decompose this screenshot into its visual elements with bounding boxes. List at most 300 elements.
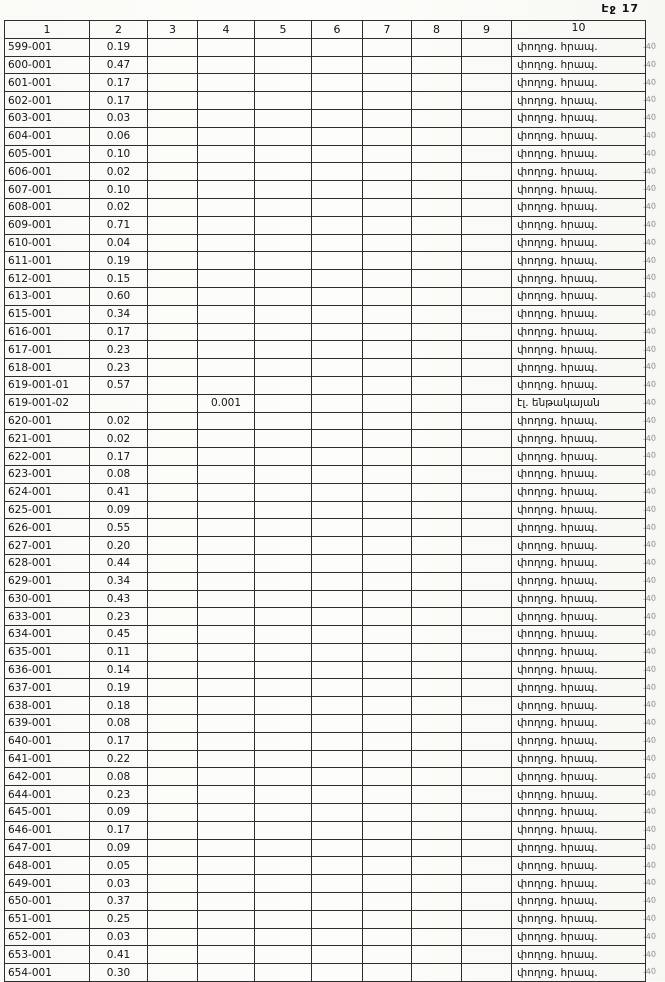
- table-row: [5, 750, 646, 768]
- cell-col3: [148, 234, 198, 252]
- cell-col6: [312, 732, 363, 750]
- cell-col10: փողոց. հրապ.: [512, 234, 646, 252]
- cell-col10: փողոց. հրապ.: [512, 697, 646, 715]
- cell-col10: փողոց. հրապ.: [512, 821, 646, 839]
- table-row: [5, 768, 646, 786]
- cell-col4: [198, 768, 255, 786]
- cell-col1: 619-001-01: [5, 376, 90, 394]
- cell-col7: [363, 359, 412, 377]
- cell-col1: 629-001: [5, 572, 90, 590]
- cell-col2: 0.37: [90, 893, 148, 911]
- cell-col6: [312, 643, 363, 661]
- cell-col1: 654-001: [5, 964, 90, 982]
- cell-col3: [148, 750, 198, 768]
- cell-col4: [198, 109, 255, 127]
- cell-col10: փողոց. հրապ.: [512, 216, 646, 234]
- cell-col10: փողոց. հրապ.: [512, 181, 646, 199]
- cell-col4: [198, 216, 255, 234]
- cell-col4: [198, 964, 255, 982]
- cell-col3: [148, 127, 198, 145]
- cell-col8: [412, 216, 462, 234]
- cell-col5: [255, 750, 312, 768]
- cell-col6: [312, 56, 363, 74]
- cell-col4: [198, 590, 255, 608]
- cell-col10: փողոց. հրապ.: [512, 946, 646, 964]
- cell-col5: [255, 572, 312, 590]
- cell-col1: 604-001: [5, 127, 90, 145]
- cell-col10: փողոց. հրապ.: [512, 768, 646, 786]
- cell-col7: [363, 750, 412, 768]
- cell-col8: [412, 679, 462, 697]
- cell-col2: 0.20: [90, 537, 148, 555]
- cell-col3: [148, 287, 198, 305]
- margin-mark: -40: [642, 166, 657, 177]
- cell-col1: 640-001: [5, 732, 90, 750]
- cell-col4: 0.001: [198, 394, 255, 412]
- cell-col10: փողոց. հրապ.: [512, 626, 646, 644]
- cell-col2: 0.10: [90, 181, 148, 199]
- cell-col5: [255, 74, 312, 92]
- cell-col8: [412, 109, 462, 127]
- cell-col9: [462, 394, 512, 412]
- cell-col6: [312, 448, 363, 466]
- margin-mark: -40: [642, 326, 657, 337]
- cell-col8: [412, 56, 462, 74]
- cell-col6: [312, 287, 363, 305]
- cell-col6: [312, 323, 363, 341]
- cell-col5: [255, 537, 312, 555]
- margin-mark: -40: [642, 450, 657, 461]
- cell-col10: փողոց. հրապ.: [512, 875, 646, 893]
- cell-col9: [462, 590, 512, 608]
- cell-col7: [363, 626, 412, 644]
- cell-col2: 0.09: [90, 839, 148, 857]
- table-row: [5, 38, 646, 56]
- cell-col8: [412, 786, 462, 804]
- cell-col2: 0.02: [90, 412, 148, 430]
- document-table: [4, 20, 646, 982]
- cell-col7: [363, 679, 412, 697]
- cell-col8: [412, 323, 462, 341]
- table-row: [5, 732, 646, 750]
- cell-col1: 609-001: [5, 216, 90, 234]
- cell-col6: [312, 519, 363, 537]
- cell-col5: [255, 287, 312, 305]
- cell-col4: [198, 341, 255, 359]
- cell-col8: [412, 554, 462, 572]
- cell-col1: 599-001: [5, 38, 90, 56]
- cell-col8: [412, 430, 462, 448]
- cell-col2: 0.22: [90, 750, 148, 768]
- cell-col3: [148, 198, 198, 216]
- cell-col1: 611-001: [5, 252, 90, 270]
- cell-col6: [312, 181, 363, 199]
- cell-col2: 0.17: [90, 448, 148, 466]
- cell-col5: [255, 804, 312, 822]
- cell-col4: [198, 270, 255, 288]
- cell-col3: [148, 910, 198, 928]
- cell-col10: փողոց. հրապ.: [512, 412, 646, 430]
- cell-col7: [363, 341, 412, 359]
- cell-col9: [462, 768, 512, 786]
- cell-col3: [148, 519, 198, 537]
- table-row: [5, 483, 646, 501]
- cell-col2: 0.23: [90, 608, 148, 626]
- table-row: [5, 341, 646, 359]
- margin-mark: -40: [642, 344, 657, 354]
- cell-col2: 0.03: [90, 109, 148, 127]
- table-row: [5, 252, 646, 270]
- margin-mark: -40: [642, 860, 657, 871]
- cell-col10: փողոց. հրապ.: [512, 359, 646, 377]
- cell-col9: [462, 92, 512, 110]
- page-number-label: Էջ 17: [601, 2, 639, 15]
- cell-col8: [412, 715, 462, 733]
- cell-col7: [363, 732, 412, 750]
- cell-col1: 613-001: [5, 287, 90, 305]
- cell-col1: 646-001: [5, 821, 90, 839]
- table-row: [5, 198, 646, 216]
- cell-col4: [198, 857, 255, 875]
- cell-col3: [148, 946, 198, 964]
- cell-col7: [363, 910, 412, 928]
- cell-col3: [148, 430, 198, 448]
- cell-col3: [148, 964, 198, 982]
- cell-col3: [148, 626, 198, 644]
- table-row: [5, 234, 646, 252]
- cell-col6: [312, 661, 363, 679]
- cell-col4: [198, 287, 255, 305]
- cell-col8: [412, 857, 462, 875]
- cell-col6: [312, 964, 363, 982]
- cell-col8: [412, 252, 462, 270]
- cell-col7: [363, 448, 412, 466]
- cell-col1: 634-001: [5, 626, 90, 644]
- cell-col5: [255, 857, 312, 875]
- cell-col6: [312, 270, 363, 288]
- cell-col4: [198, 501, 255, 519]
- table-row: [5, 501, 646, 519]
- margin-mark: -40: [642, 806, 657, 817]
- table-row: [5, 697, 646, 715]
- cell-col1: 625-001: [5, 501, 90, 519]
- cell-col10: փողոց. հրապ.: [512, 857, 646, 875]
- cell-col2: 0.19: [90, 252, 148, 270]
- table-row: [5, 893, 646, 911]
- cell-col8: [412, 163, 462, 181]
- cell-col5: [255, 394, 312, 412]
- margin-mark: -40: [642, 468, 657, 479]
- cell-col10: փողոց. հրապ.: [512, 519, 646, 537]
- cell-col10: փողոց. հրապ.: [512, 679, 646, 697]
- cell-col10: փողոց. հրապ.: [512, 270, 646, 288]
- cell-col9: [462, 163, 512, 181]
- cell-col9: [462, 554, 512, 572]
- cell-col5: [255, 786, 312, 804]
- table-row: [5, 875, 646, 893]
- cell-col5: [255, 821, 312, 839]
- table-row: [5, 465, 646, 483]
- margin-mark: -40: [642, 789, 657, 799]
- table-row: [5, 92, 646, 110]
- table-row: [5, 643, 646, 661]
- table-row: [5, 287, 646, 305]
- cell-col2: 0.08: [90, 465, 148, 483]
- cell-col4: [198, 554, 255, 572]
- cell-col2: 0.19: [90, 679, 148, 697]
- cell-col6: [312, 786, 363, 804]
- table-row: [5, 145, 646, 163]
- cell-col4: [198, 893, 255, 911]
- cell-col7: [363, 572, 412, 590]
- cell-col1: 608-001: [5, 198, 90, 216]
- margin-mark: -40: [642, 735, 657, 746]
- table-row: [5, 857, 646, 875]
- cell-col9: [462, 181, 512, 199]
- margin-mark: -40: [642, 361, 657, 372]
- cell-col7: [363, 715, 412, 733]
- cell-col3: [148, 305, 198, 323]
- cell-col1: 618-001: [5, 359, 90, 377]
- cell-col2: 0.57: [90, 376, 148, 394]
- cell-col9: [462, 821, 512, 839]
- cell-col10: փողոց. հրապ.: [512, 465, 646, 483]
- cell-col3: [148, 643, 198, 661]
- cell-col5: [255, 430, 312, 448]
- cell-col1: 621-001: [5, 430, 90, 448]
- header-row: [5, 21, 646, 39]
- cell-col5: [255, 946, 312, 964]
- cell-col2: 0.08: [90, 768, 148, 786]
- cell-col10: փողոց. հրապ.: [512, 56, 646, 74]
- cell-col6: [312, 893, 363, 911]
- margin-mark: -40: [642, 700, 657, 710]
- table-row: [5, 181, 646, 199]
- cell-col7: [363, 590, 412, 608]
- cell-col4: [198, 323, 255, 341]
- cell-col7: [363, 270, 412, 288]
- cell-col2: 0.09: [90, 501, 148, 519]
- cell-col7: [363, 786, 412, 804]
- cell-col5: [255, 448, 312, 466]
- cell-col6: [312, 750, 363, 768]
- cell-col10: փողոց. հրապ.: [512, 376, 646, 394]
- cell-col8: [412, 359, 462, 377]
- cell-col8: [412, 465, 462, 483]
- margin-mark: -40: [642, 753, 657, 764]
- cell-col10: փողոց. հրապ.: [512, 198, 646, 216]
- cell-col5: [255, 519, 312, 537]
- cell-col1: 620-001: [5, 412, 90, 430]
- table-row: [5, 74, 646, 92]
- cell-col3: [148, 412, 198, 430]
- cell-col6: [312, 430, 363, 448]
- cell-col2: 0.44: [90, 554, 148, 572]
- margin-mark: -40: [642, 557, 657, 568]
- cell-col4: [198, 697, 255, 715]
- cell-col4: [198, 946, 255, 964]
- table-row: [5, 430, 646, 448]
- cell-col8: [412, 608, 462, 626]
- cell-col9: [462, 323, 512, 341]
- cell-col3: [148, 768, 198, 786]
- cell-col8: [412, 928, 462, 946]
- cell-col5: [255, 483, 312, 501]
- margin-mark: -40: [642, 539, 657, 550]
- cell-col4: [198, 483, 255, 501]
- cell-col8: [412, 572, 462, 590]
- cell-col7: [363, 483, 412, 501]
- cell-col6: [312, 857, 363, 875]
- cell-col7: [363, 928, 412, 946]
- cell-col6: [312, 465, 363, 483]
- cell-col9: [462, 572, 512, 590]
- cell-col4: [198, 661, 255, 679]
- cell-col10: փողոց. հրապ.: [512, 893, 646, 911]
- cell-col2: 0.15: [90, 270, 148, 288]
- cell-col9: [462, 875, 512, 893]
- cell-col2: 0.34: [90, 305, 148, 323]
- cell-col8: [412, 643, 462, 661]
- cell-col8: [412, 768, 462, 786]
- cell-col10: փողոց. հրապ.: [512, 750, 646, 768]
- cell-col8: [412, 234, 462, 252]
- cell-col7: [363, 198, 412, 216]
- cell-col10: փողոց. հրապ.: [512, 928, 646, 946]
- table-row: [5, 305, 646, 323]
- cell-col7: [363, 234, 412, 252]
- table-row: [5, 448, 646, 466]
- cell-col3: [148, 893, 198, 911]
- cell-col9: [462, 145, 512, 163]
- cell-col3: [148, 181, 198, 199]
- cell-col1: 645-001: [5, 804, 90, 822]
- table-row: [5, 323, 646, 341]
- cell-col8: [412, 661, 462, 679]
- cell-col7: [363, 376, 412, 394]
- cell-col6: [312, 839, 363, 857]
- cell-col2: 0.02: [90, 163, 148, 181]
- cell-col2: 0.23: [90, 359, 148, 377]
- cell-col1: 641-001: [5, 750, 90, 768]
- cell-col10: փողոց. հրապ.: [512, 786, 646, 804]
- cell-col2: 0.45: [90, 626, 148, 644]
- cell-col5: [255, 608, 312, 626]
- cell-col4: [198, 38, 255, 56]
- cell-col8: [412, 270, 462, 288]
- cell-col9: [462, 430, 512, 448]
- margin-mark: -40: [642, 913, 657, 924]
- margin-mark: -40: [642, 77, 657, 88]
- cell-col7: [363, 839, 412, 857]
- cell-col8: [412, 804, 462, 822]
- margin-mark: -40: [642, 504, 657, 515]
- cell-col1: 635-001: [5, 643, 90, 661]
- margin-mark: -40: [642, 611, 657, 621]
- cell-col1: 600-001: [5, 56, 90, 74]
- cell-col1: 644-001: [5, 786, 90, 804]
- cell-col1: 642-001: [5, 768, 90, 786]
- cell-col9: [462, 732, 512, 750]
- cell-col6: [312, 109, 363, 127]
- cell-col9: [462, 626, 512, 644]
- cell-col10: փողոց. հրապ.: [512, 608, 646, 626]
- cell-col7: [363, 216, 412, 234]
- margin-mark: -40: [642, 41, 657, 52]
- cell-col10: էլ. ենթակայան: [512, 394, 646, 412]
- cell-col8: [412, 412, 462, 430]
- cell-col10: փողոց. հրապ.: [512, 537, 646, 555]
- cell-col2: 0.08: [90, 715, 148, 733]
- cell-col3: [148, 501, 198, 519]
- margin-mark: -40: [642, 290, 657, 301]
- cell-col8: [412, 181, 462, 199]
- cell-col4: [198, 252, 255, 270]
- cell-col7: [363, 608, 412, 626]
- cell-col7: [363, 56, 412, 74]
- cell-col9: [462, 643, 512, 661]
- cell-col3: [148, 92, 198, 110]
- cell-col7: [363, 323, 412, 341]
- cell-col5: [255, 964, 312, 982]
- cell-col6: [312, 590, 363, 608]
- cell-col4: [198, 430, 255, 448]
- cell-col9: [462, 341, 512, 359]
- cell-col6: [312, 608, 363, 626]
- cell-col10: փողոց. հրապ.: [512, 448, 646, 466]
- cell-col7: [363, 92, 412, 110]
- cell-col6: [312, 501, 363, 519]
- margin-mark: -40: [642, 59, 657, 70]
- cell-col6: [312, 234, 363, 252]
- cell-col3: [148, 270, 198, 288]
- cell-col9: [462, 715, 512, 733]
- cell-col4: [198, 127, 255, 145]
- header-cell-col7: 7: [363, 21, 412, 39]
- cell-col1: 637-001: [5, 679, 90, 697]
- cell-col1: 606-001: [5, 163, 90, 181]
- cell-col8: [412, 38, 462, 56]
- cell-col6: [312, 198, 363, 216]
- cell-col1: 603-001: [5, 109, 90, 127]
- cell-col4: [198, 839, 255, 857]
- cell-col2: 0.17: [90, 74, 148, 92]
- cell-col6: [312, 928, 363, 946]
- cell-col1: 602-001: [5, 92, 90, 110]
- cell-col10: փողոց. հրապ.: [512, 501, 646, 519]
- header-cell-col2: 2: [90, 21, 148, 39]
- cell-col3: [148, 109, 198, 127]
- margin-mark: -40: [642, 824, 657, 835]
- cell-col7: [363, 893, 412, 911]
- margin-mark: -40: [642, 148, 657, 159]
- cell-col2: 0.41: [90, 946, 148, 964]
- cell-col10: փողոց. հրապ.: [512, 732, 646, 750]
- cell-col2: 0.17: [90, 92, 148, 110]
- margin-mark: -40: [642, 771, 657, 782]
- cell-col9: [462, 857, 512, 875]
- margin-mark: -40: [642, 237, 657, 248]
- cell-col10: փողոց. հրապ.: [512, 287, 646, 305]
- cell-col6: [312, 163, 363, 181]
- cell-col5: [255, 145, 312, 163]
- cell-col6: [312, 92, 363, 110]
- margin-mark: -40: [642, 949, 657, 960]
- table-row: [5, 359, 646, 377]
- cell-col7: [363, 394, 412, 412]
- cell-col8: [412, 875, 462, 893]
- cell-col4: [198, 412, 255, 430]
